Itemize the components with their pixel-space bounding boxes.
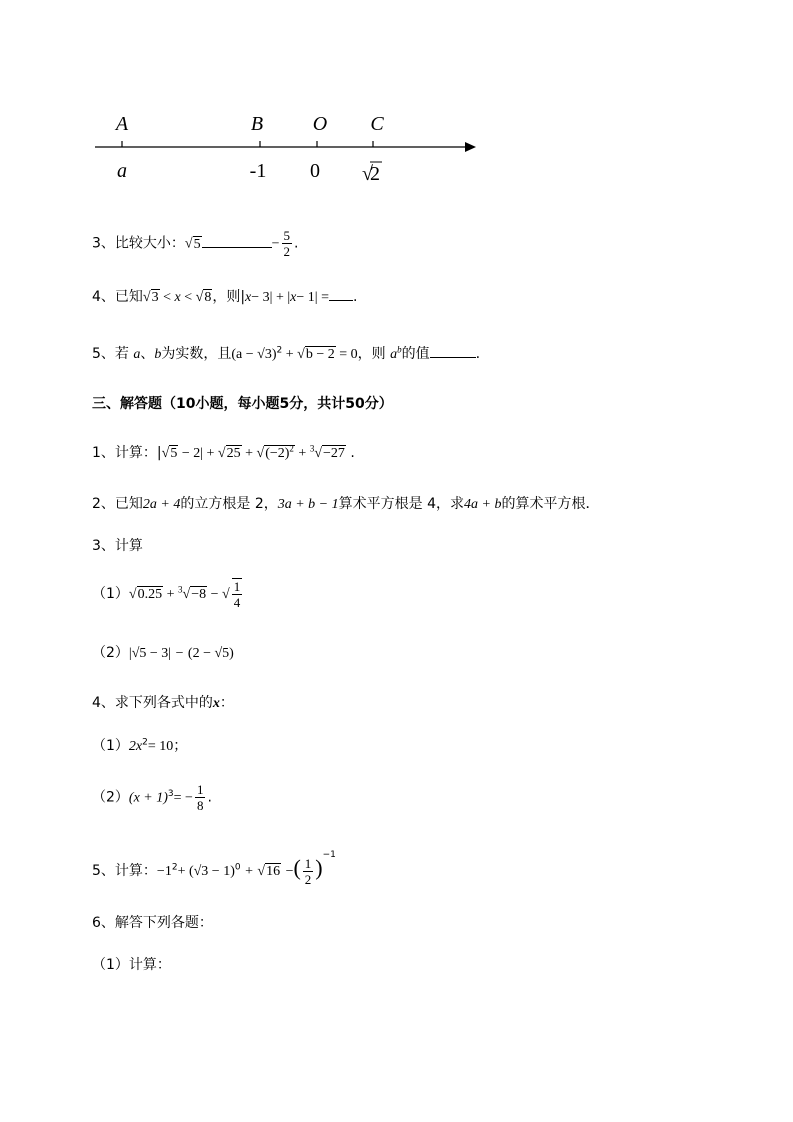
value-label-0: 0: [310, 160, 320, 182]
p4s2-expr: (x + 1): [128, 790, 168, 806]
q4-mid2: − 3| + |: [251, 290, 291, 305]
p5-e4: −: [285, 864, 294, 879]
p1-m1: − 2| +: [181, 446, 215, 461]
problem-6-1: （1）计算：: [92, 957, 171, 973]
point-label-O: O: [312, 113, 328, 135]
q5-a: a: [133, 347, 141, 362]
problem-3-title: 3、计算: [92, 538, 143, 554]
q5-eq: = 0: [339, 347, 358, 362]
q4-mid: ，则|: [212, 289, 246, 305]
p4-title-end: ：: [219, 695, 234, 711]
q3-blank[interactable]: [202, 235, 272, 248]
q5-expr1: (a − √3): [231, 347, 277, 362]
q4-x: x: [174, 290, 181, 305]
p2-e1: 2a + 4: [142, 497, 181, 512]
q4-x3: x: [290, 290, 297, 305]
p4s2-fnum: 1: [196, 782, 204, 797]
q4-sqrt8: 8: [204, 290, 212, 305]
question-5: 5、若 a、b为实数，且$(a - √3)^2 + √b - 2 = 0$，则 $a^b$的值 .: [92, 344, 481, 362]
problem-6-title: 6、解答下列各题：: [92, 915, 213, 931]
p1-r1: 5: [170, 446, 178, 461]
q4-sqrt3: 3: [151, 290, 159, 305]
p1-end: .: [350, 445, 355, 461]
p4s2-end: .: [207, 789, 212, 806]
number-line-figure: [0, 0, 793, 200]
p4s1-rest: = 10；: [147, 739, 188, 754]
p4-title-prefix: 4、求下列各式中的: [92, 695, 213, 711]
p2-e3: 4a + b: [464, 497, 502, 512]
p4s2-label: （2）: [92, 789, 129, 806]
p3s1-minus: −: [210, 587, 219, 602]
section-heading: 三、解答题（10小题，每小题5分，共计50分）: [92, 396, 393, 412]
point-label-B: B: [250, 113, 264, 135]
q3-prefix: 3、比较大小：: [92, 235, 185, 252]
q5-sqrt: b − 2: [305, 347, 335, 362]
p3s1-plus: +: [166, 587, 175, 602]
p5-fnum: 1: [304, 855, 312, 871]
problem-3-1: （1）√0.25 + $^3$√−8 − √ $\frac{1}{4}$: [92, 579, 241, 610]
q3-frac-num: 5: [283, 228, 291, 243]
problem-3-2: [92, 642, 234, 662]
p3s1-fden: 4: [233, 595, 241, 610]
q4-end: .: [352, 289, 358, 305]
p4s2-exp: 3: [167, 788, 174, 799]
q5-plus: +: [285, 347, 294, 362]
q5-a2: a: [390, 347, 398, 362]
p3s1-fnum: 1: [233, 579, 241, 594]
p1-cube-idx: 3: [309, 443, 315, 454]
q4-prefix: 4、已知: [92, 289, 143, 305]
p2-prefix: 2、已知: [92, 496, 143, 512]
p3s1-r2: −8: [191, 587, 207, 602]
p1-r3exp: 2: [289, 443, 294, 454]
p2-e2: 3a + b − 1: [277, 497, 339, 512]
p3s1-label: （1）: [92, 586, 129, 602]
p3s2-minus: −: [175, 646, 184, 661]
problem-1: 1、计算：$|√5 - 2| + √25 + √(-2)^2 + ^3√-27$ .: [92, 443, 355, 461]
p2-t3: 的算术平方根．: [501, 496, 600, 512]
p5-fden: 2: [304, 871, 312, 887]
q5-prefix: 5、若: [92, 346, 129, 362]
q4-lt1: <: [163, 290, 172, 305]
p4s2-fden: 8: [196, 798, 204, 813]
q5-b: b: [154, 347, 162, 362]
q5-sep: 、: [140, 346, 155, 362]
p1-m3: +: [298, 446, 307, 461]
p1-r3: (−2): [265, 446, 290, 461]
p5-r1: 16: [266, 864, 281, 879]
p5-e1: −1: [156, 864, 172, 879]
p5-e1exp: 2: [171, 862, 178, 873]
p3s1-cube-idx: 3: [178, 584, 183, 595]
q5-then: ，则: [357, 346, 386, 362]
p5-e3: +: [245, 864, 253, 879]
p1-m2: +: [245, 446, 253, 461]
q3-frac-den: 2: [283, 244, 291, 259]
q4-blank[interactable]: [329, 288, 353, 301]
p4s1-label: （1）: [92, 738, 129, 754]
p2-t1: 的立方根是 2，: [180, 496, 278, 512]
point-label-C: C: [370, 113, 384, 135]
p5-e2exp: 0: [234, 862, 241, 873]
q5-end: .: [475, 346, 481, 362]
value-label-sqrt-symbol: √: [362, 163, 373, 185]
value-label-neg1: -1: [249, 160, 267, 182]
p3s2-e1: |√5 − 3|: [128, 646, 172, 661]
point-label-A: A: [115, 113, 129, 135]
q5-mid: 为实数，且: [161, 346, 232, 362]
p3s1-r1: 0.25: [137, 587, 163, 602]
q5-blank[interactable]: [430, 345, 476, 358]
q4-x2: x: [245, 290, 252, 305]
p1-prefix: 1、计算：|: [92, 445, 162, 461]
value-label-a: a: [117, 160, 127, 182]
q4-lt2: <: [184, 290, 193, 305]
p5-prefix: 5、计算：: [92, 863, 157, 879]
q5-mid2: 的值: [401, 346, 430, 362]
p4s2-eq: = −: [173, 790, 193, 806]
problem-4-title: [92, 692, 234, 712]
problem-4-1: [92, 735, 187, 755]
q5-b2: b: [397, 344, 402, 355]
p2-t2: 算术平方根是 4，求: [338, 496, 464, 512]
p5-e5exp: −1: [322, 850, 336, 860]
p5-e2: + (√3 − 1): [177, 864, 235, 879]
p1-r4: −27: [323, 446, 345, 461]
p4s1-exp: 2: [142, 737, 148, 748]
problem-4-2: [92, 782, 212, 813]
question-3: 3、比较大小：√5 − $\frac{5}{2}$ .: [92, 228, 299, 259]
q4-mid3: − 1| =: [296, 290, 329, 305]
question-4: 4、已知√3 < x < √8，则|x− 3| + |x− 1| = .: [92, 289, 358, 305]
p4s1-expr: 2x: [128, 739, 143, 754]
q3-sqrt5: 5: [193, 236, 201, 252]
q5-exp1: 2: [276, 345, 283, 356]
problem-5: 5、计算：$-1^2+ (√3 - 1)^0 + √16$ −( $\frac{1}{2}$ )$^{-1}$: [92, 850, 336, 887]
p3s2-label: （2）: [92, 645, 129, 661]
problem-2: [92, 493, 599, 513]
p4-title-var: x: [212, 696, 220, 711]
q3-end: .: [294, 235, 299, 252]
p1-r2: 25: [226, 446, 241, 461]
value-label-sqrt2: 2: [370, 163, 380, 185]
number-line-arrow: [465, 142, 476, 152]
p3s2-e2: (2 − √5): [187, 646, 234, 661]
